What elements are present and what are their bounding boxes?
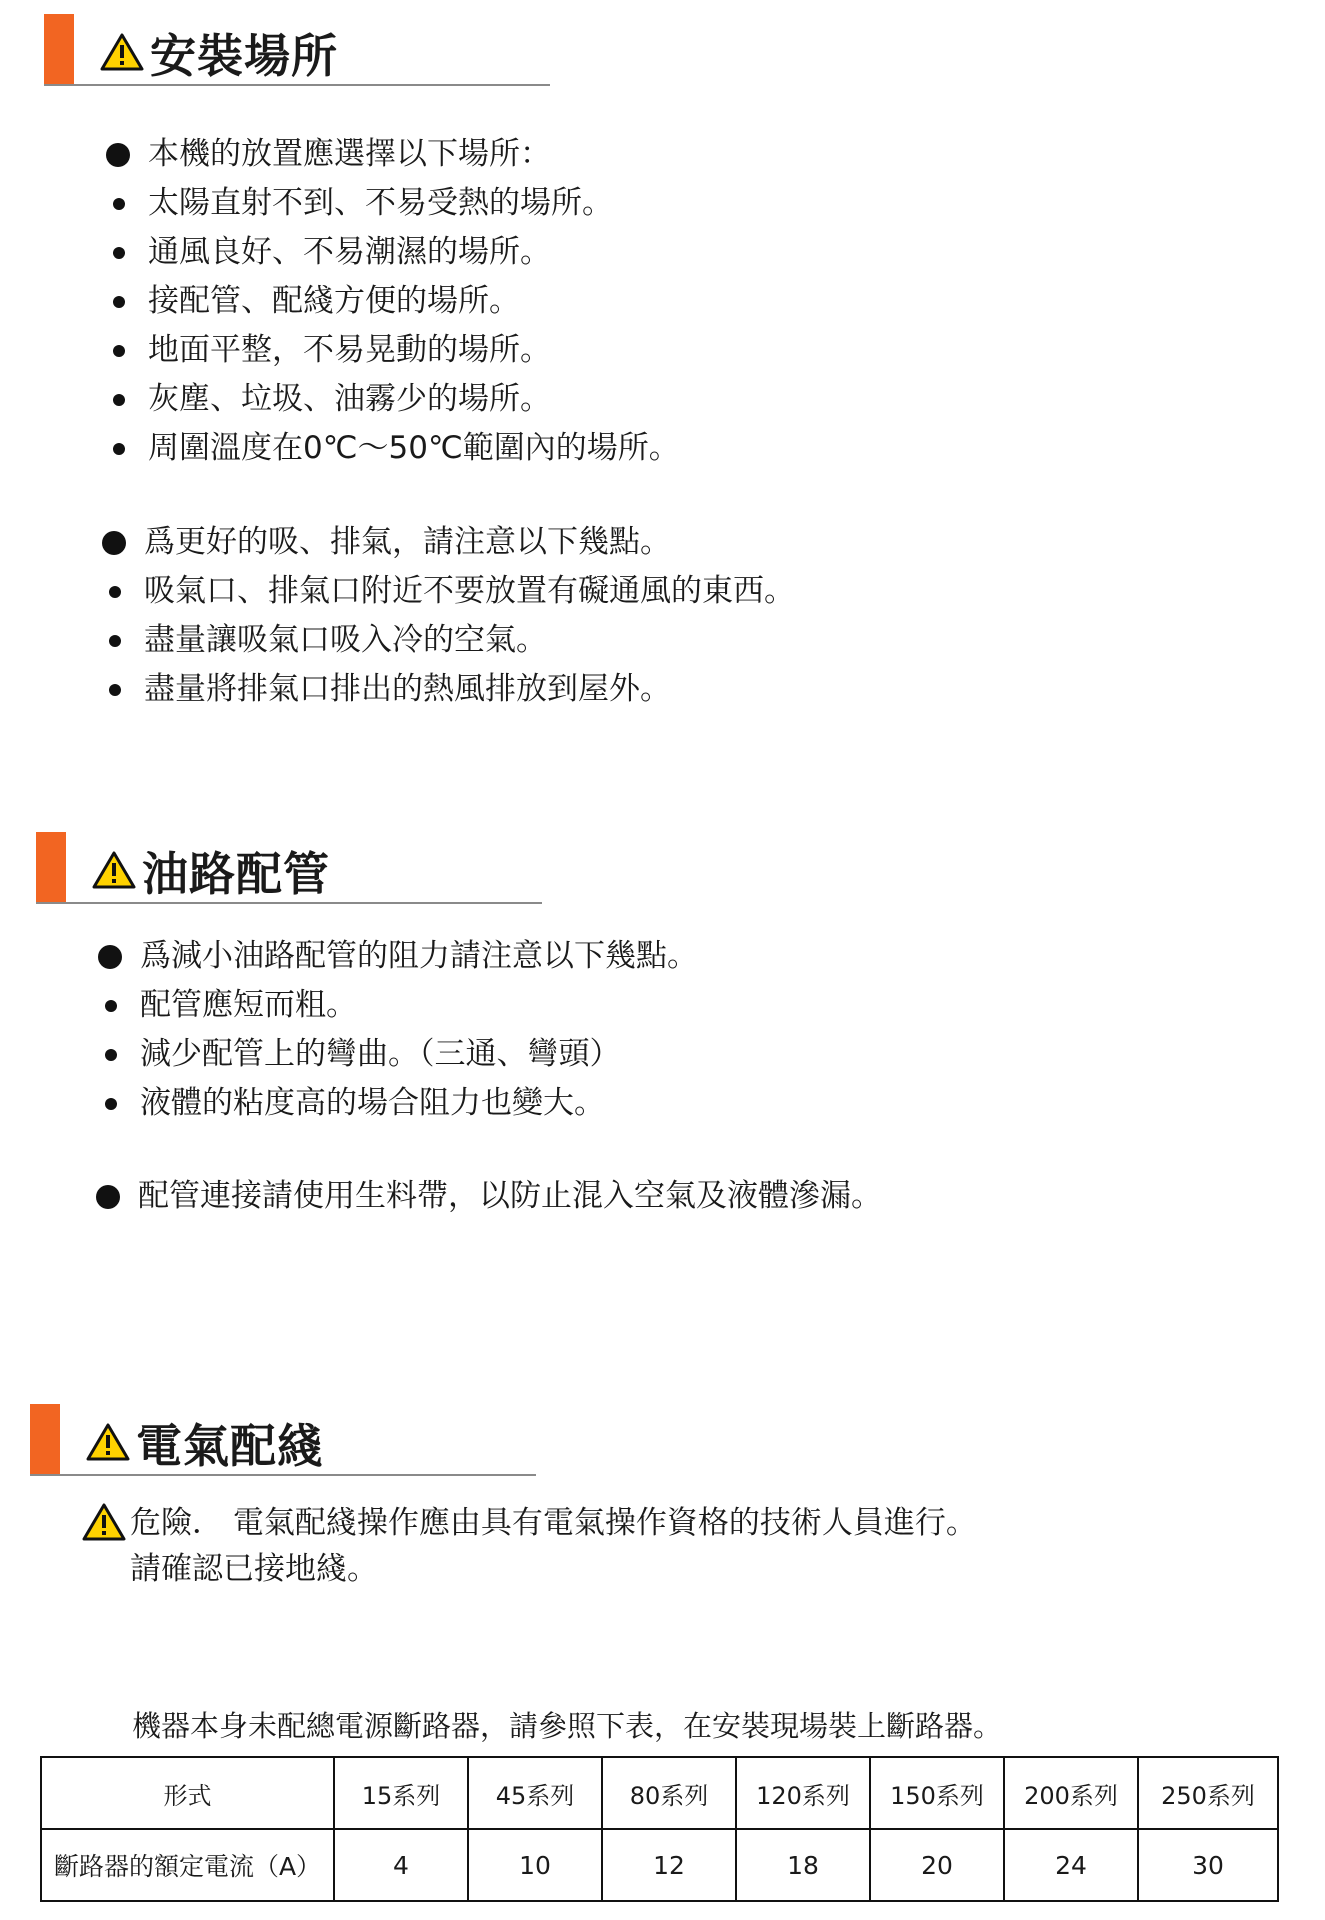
section-title: 安裝場所 bbox=[150, 29, 338, 83]
section-rule bbox=[36, 902, 542, 904]
bullet-icon bbox=[106, 143, 130, 167]
bullet-icon bbox=[105, 1049, 117, 1061]
section-header-installation bbox=[44, 14, 550, 86]
table-cell: 24 bbox=[1004, 1829, 1138, 1901]
table-header-cell: 250系列 bbox=[1138, 1757, 1278, 1829]
piping-group-2 bbox=[94, 1172, 882, 1221]
list-item: 配管應短而粗。 bbox=[96, 981, 698, 1030]
list-lead: 爲減小油路配管的阻力請注意以下幾點。 bbox=[96, 932, 698, 981]
section-marker bbox=[36, 832, 66, 904]
bullet-icon bbox=[102, 531, 126, 555]
install-group-2 bbox=[100, 518, 795, 714]
table-header-cell: 45系列 bbox=[468, 1757, 602, 1829]
bullet-icon bbox=[113, 247, 125, 259]
section-rule bbox=[44, 84, 550, 86]
table-header-cell: 150系列 bbox=[870, 1757, 1004, 1829]
section-marker bbox=[44, 14, 74, 86]
list-lead: 本機的放置應選擇以下場所： bbox=[104, 130, 680, 179]
section-rule bbox=[30, 1474, 536, 1476]
section-marker bbox=[30, 1404, 60, 1476]
list-item: 周圍溫度在0℃～50℃範圍內的場所。 bbox=[104, 424, 680, 473]
table-row-label: 斷路器的額定電流（A） bbox=[41, 1829, 334, 1901]
bullet-icon bbox=[109, 586, 121, 598]
table-header-row bbox=[41, 1757, 1278, 1829]
bullet-icon bbox=[96, 1185, 120, 1209]
danger-text: 危險． 電氣配綫操作應由具有電氣操作資格的技術人員進行。 bbox=[130, 1505, 977, 1541]
warning-icon bbox=[86, 1422, 130, 1462]
install-group-1 bbox=[104, 130, 680, 473]
list-item: 盡量將排氣口排出的熱風排放到屋外。 bbox=[100, 665, 795, 714]
warning-icon bbox=[82, 1502, 126, 1542]
bullet-icon bbox=[113, 198, 125, 210]
list-item: 接配管、配綫方便的場所。 bbox=[104, 277, 680, 326]
piping-group-1 bbox=[96, 932, 698, 1128]
bullet-icon bbox=[113, 345, 125, 357]
table-cell: 4 bbox=[334, 1829, 468, 1901]
section-title: 電氣配綫 bbox=[136, 1419, 324, 1473]
table-header-cell: 形式 bbox=[41, 1757, 334, 1829]
list-item: 地面平整，不易晃動的場所。 bbox=[104, 326, 680, 375]
table-header-cell: 120系列 bbox=[736, 1757, 870, 1829]
list-lead: 爲更好的吸、排氣，請注意以下幾點。 bbox=[100, 518, 795, 567]
table-header-cell: 80系列 bbox=[602, 1757, 736, 1829]
breaker-table bbox=[40, 1756, 1279, 1902]
section-title: 油路配管 bbox=[142, 847, 330, 901]
warning-icon bbox=[92, 850, 136, 890]
section-header-electrical-wiring bbox=[30, 1404, 536, 1476]
list-lead: 配管連接請使用生料帶，以防止混入空氣及液體滲漏。 bbox=[94, 1172, 882, 1221]
table-cell: 30 bbox=[1138, 1829, 1278, 1901]
bullet-icon bbox=[113, 296, 125, 308]
list-item: 液體的粘度高的場合阻力也變大。 bbox=[96, 1079, 698, 1128]
bullet-icon bbox=[98, 945, 122, 969]
table-header-cell: 15系列 bbox=[334, 1757, 468, 1829]
bullet-icon bbox=[113, 394, 125, 406]
list-item: 減少配管上的彎曲。（三通、彎頭） bbox=[96, 1030, 698, 1079]
table-cell: 10 bbox=[468, 1829, 602, 1901]
danger-text-2: 請確認已接地綫。 bbox=[130, 1551, 378, 1587]
table-cell: 12 bbox=[602, 1829, 736, 1901]
danger-notice bbox=[82, 1500, 1182, 1592]
list-item: 通風良好、不易潮濕的場所。 bbox=[104, 228, 680, 277]
section-header-oil-piping bbox=[36, 832, 542, 904]
table-header-cell: 200系列 bbox=[1004, 1757, 1138, 1829]
list-item: 灰塵、垃圾、油霧少的場所。 bbox=[104, 375, 680, 424]
bullet-icon bbox=[105, 1098, 117, 1110]
list-item: 吸氣口、排氣口附近不要放置有礙通風的東西。 bbox=[100, 567, 795, 616]
bullet-icon bbox=[105, 1000, 117, 1012]
list-item: 太陽直射不到、不易受熱的場所。 bbox=[104, 179, 680, 228]
warning-icon bbox=[100, 32, 144, 72]
table-cell: 18 bbox=[736, 1829, 870, 1901]
table-row bbox=[41, 1829, 1278, 1901]
table-cell: 20 bbox=[870, 1829, 1004, 1901]
bullet-icon bbox=[113, 443, 125, 455]
list-item: 盡量讓吸氣口吸入冷的空氣。 bbox=[100, 616, 795, 665]
bullet-icon bbox=[109, 635, 121, 647]
bullet-icon bbox=[109, 684, 121, 696]
table-intro: 機器本身未配總電源斷路器，請參照下表，在安裝現場裝上斷路器。 bbox=[132, 1709, 1003, 1743]
